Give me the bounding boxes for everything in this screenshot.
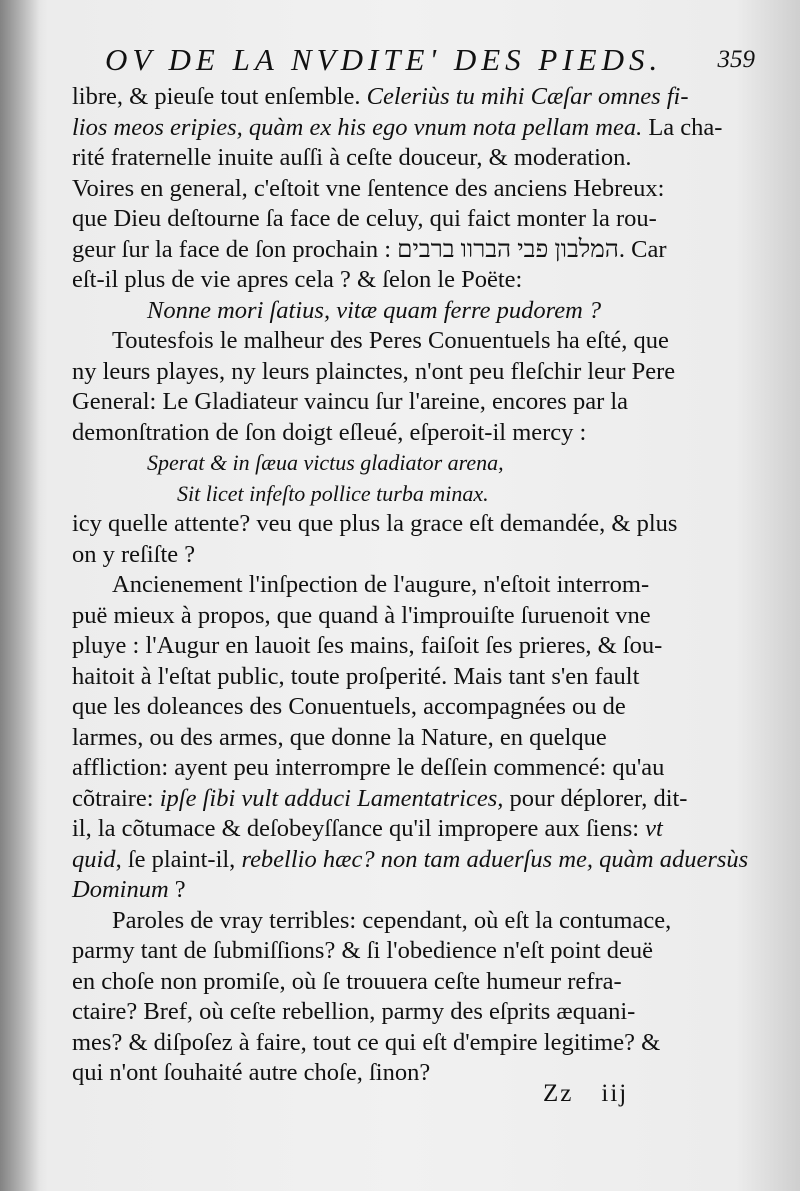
body-text bbox=[72, 82, 749, 1089]
text-line: que les doleances des Conuentuels, accompagnées ou de bbox=[72, 693, 626, 720]
text-line: icy quelle attente? veu que plus la grace eſt demandée, & plus bbox=[72, 510, 678, 537]
text-line: Ancienement l'inſpection de l'augure, n'eſtoit interrom- bbox=[112, 571, 650, 598]
verse-line: Sit licet infeſto pollice turba minax. bbox=[177, 480, 489, 506]
text-line: puë mieux à propos, que quand à l'improuiſte ſuruenoit vne bbox=[72, 601, 651, 629]
text-line: rité fraternelle inuite auſſi à ceſte douceur, & moderation. bbox=[72, 144, 632, 171]
running-title: OV DE LA NVDITE' DES PIEDS. bbox=[105, 42, 663, 77]
text-line: qui n'ont ſouhaité autre choſe, ſinon? bbox=[72, 1059, 431, 1086]
signature-number: iij bbox=[601, 1080, 629, 1107]
text-line: parmy tant de ſubmiſſions? & ſi l'obedience n'eſt point deuë bbox=[72, 937, 654, 964]
gutter-shadow bbox=[0, 0, 40, 1191]
text-line: larmes, ou des armes, que donne la Nature, en quelque bbox=[72, 723, 607, 751]
text-line: Toutesfois le malheur des Peres Conuentuels ha eſté, que bbox=[112, 327, 669, 354]
text-line: Dominum ? bbox=[72, 876, 186, 903]
page-number: 359 bbox=[717, 46, 755, 73]
text-line: Paroles de vray terribles: cependant, où eſt la contumace, bbox=[112, 906, 672, 934]
text-line: General: Le Gladiateur vaincu ſur l'areine, encores par la bbox=[72, 388, 629, 415]
text-line: geur ſur la face de ſon prochain : המלבון פבי הברוו ברבים. Car bbox=[72, 235, 667, 263]
text-line: affliction: ayent peu interrompre le deſſein commencé: qu'au bbox=[72, 754, 665, 781]
text-line: libre, & pieuſe tout enſemble. Celeriùs tu mihi Cæſar omnes fi- bbox=[72, 83, 689, 110]
text-line: cõtraire: ipſe ſibi vult adduci Lamentatrices, pour déplorer, dit- bbox=[72, 784, 688, 812]
verse-line: Nonne mori ſatius, vitæ quam ferre pudorem ? bbox=[147, 296, 602, 324]
text-line: on y reſiſte ? bbox=[72, 540, 196, 568]
signature-mark: Zz bbox=[543, 1080, 574, 1107]
text-line: mes? & diſpoſez à faire, tout ce qui eſt d'empire legitime? & bbox=[72, 1028, 661, 1056]
text-line: ctaire? Bref, où ceſte rebellion, parmy des eſprits æquani- bbox=[72, 998, 636, 1025]
text-line: pluye : l'Augur en lauoit ſes mains, faiſoit ſes prieres, & ſou- bbox=[72, 632, 663, 659]
text-line: Voires en general, c'eſtoit vne ſentence des anciens Hebreux: bbox=[72, 174, 665, 202]
text-line: lios meos eripies, quàm ex his ego vnum nota pellam mea. La cha- bbox=[72, 113, 723, 141]
text-line: eſt-il plus de vie apres cela ? & ſelon le Poëte: bbox=[72, 266, 523, 293]
text-line: en choſe non promiſe, où ſe trouuera ceſte humeur refra- bbox=[72, 967, 622, 995]
text-line: ny leurs playes, ny leurs plainctes, n'ont peu fleſchir leur Pere bbox=[72, 357, 676, 385]
text-line: que Dieu deſtourne ſa face de celuy, qui faict monter la rou- bbox=[72, 205, 657, 232]
text-line: demonſtration de ſon doigt eſleué, eſperoit-il mercy : bbox=[72, 418, 587, 446]
signature bbox=[543, 1080, 663, 1108]
text-line: haitoit à l'eſtat public, toute proſperité. Mais tant s'en fault bbox=[72, 662, 640, 690]
text-line: il, la cõtumace & deſobeyſſance qu'il impropere aux ſiens: vt bbox=[72, 815, 663, 842]
running-head bbox=[105, 42, 755, 82]
text-line: quid, ſe plaint-il, rebellio hæc? non tam aduerſus me, quàm aduersùs bbox=[72, 845, 749, 873]
verse-line: Sperat & in ſæua victus gladiator arena, bbox=[147, 450, 504, 475]
